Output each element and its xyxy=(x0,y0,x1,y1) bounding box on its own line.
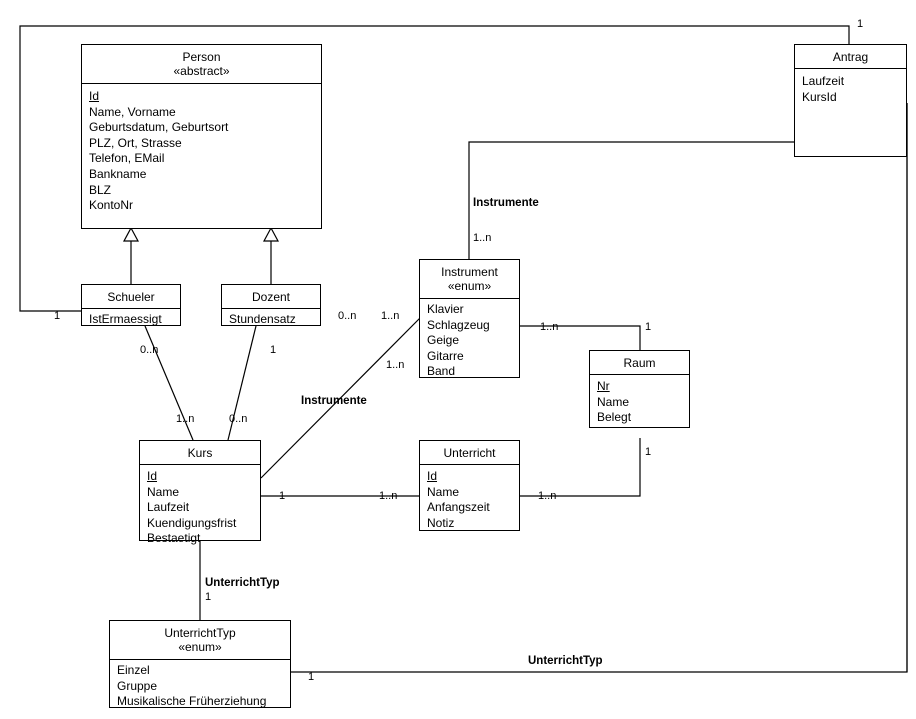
attribute: Laufzeit xyxy=(147,500,190,515)
attribute: IstErmaessigt xyxy=(89,312,162,326)
attribute: Anfangszeit xyxy=(427,500,490,515)
class-raum[interactable] xyxy=(589,350,690,428)
attribute: PLZ, Ort, Strasse xyxy=(89,135,182,150)
class-person-name: Person xyxy=(182,50,221,64)
attribute: Musikalische Früherziehung xyxy=(117,694,267,709)
class-instrument[interactable] xyxy=(419,259,520,378)
multiplicity-label: 1..n xyxy=(538,490,557,502)
class-unterricht-attributes xyxy=(420,465,519,536)
class-instrument-name: Instrument xyxy=(441,265,498,279)
multiplicity-label: 1..n xyxy=(381,310,400,322)
class-schueler-attributes xyxy=(82,309,180,333)
class-raum-header xyxy=(590,351,689,374)
class-person-stereotype: «abstract» xyxy=(173,64,230,78)
class-schueler-header xyxy=(82,285,180,308)
attribute: KontoNr xyxy=(89,198,134,213)
attribute: Klavier xyxy=(427,302,464,316)
multiplicity-label: 1 xyxy=(279,490,286,502)
multiplicity-label: 1 xyxy=(54,310,61,322)
class-instrument-stereotype: «enum» xyxy=(447,279,492,293)
attribute: Notiz xyxy=(427,515,455,530)
multiplicity-label: 1..n xyxy=(540,321,559,333)
class-kurs-attributes xyxy=(140,465,260,552)
class-person[interactable] xyxy=(81,44,322,229)
multiplicity-label: 1 xyxy=(645,446,652,458)
attribute: Nr xyxy=(597,379,610,393)
attribute: Band xyxy=(427,364,456,379)
attribute: BLZ xyxy=(89,182,112,197)
class-unterricht-header xyxy=(420,441,519,464)
attribute: Belegt xyxy=(597,410,632,425)
attribute: Geige xyxy=(427,333,460,348)
class-schueler-name: Schueler xyxy=(107,290,155,304)
class-antrag-name: Antrag xyxy=(832,50,869,64)
class-dozent-attributes xyxy=(222,309,320,333)
class-person-header xyxy=(82,45,321,83)
multiplicity-label: 1..n xyxy=(379,490,398,502)
attribute: Stundensatz xyxy=(229,312,296,326)
attribute: Name xyxy=(597,394,630,409)
class-instrument-header xyxy=(420,260,519,298)
class-unterrichttyp-name: UnterrichtTyp xyxy=(164,626,236,640)
class-antrag-attributes xyxy=(795,69,906,110)
multiplicity-label: 1 xyxy=(270,344,277,356)
attribute: Gruppe xyxy=(117,678,158,693)
attribute: Name xyxy=(427,484,460,499)
class-unterrichttyp-header xyxy=(110,621,290,659)
attribute: Geburtsdatum, Geburtsort xyxy=(89,120,229,135)
attribute: Gitarre xyxy=(427,348,464,363)
association-label-unterrichttyp: UnterrichtTyp xyxy=(205,577,280,589)
attribute: Einzel xyxy=(117,663,150,677)
attribute: Telefon, EMail xyxy=(89,151,165,166)
class-raum-name: Raum xyxy=(623,356,656,370)
class-person-attributes xyxy=(82,84,321,219)
class-kurs[interactable] xyxy=(139,440,261,546)
attribute: Name xyxy=(147,484,180,499)
attribute: Schlagzeug xyxy=(427,317,490,332)
attribute: Id xyxy=(89,89,100,103)
attribute: KursId xyxy=(802,89,837,104)
attribute: Bankname xyxy=(89,166,147,181)
class-kurs-header xyxy=(140,441,260,464)
multiplicity-label: 0..n xyxy=(338,310,357,322)
class-dozent-name: Dozent xyxy=(251,290,291,304)
class-unterrichttyp-attributes xyxy=(110,660,290,715)
class-antrag[interactable] xyxy=(794,44,907,157)
association-label-instrumente-antrag: Instrumente xyxy=(473,197,539,209)
association-label-instrumente-kurs: Instrumente xyxy=(301,395,367,407)
class-raum-attributes xyxy=(590,375,689,431)
class-unterrichttyp-stereotype: «enum» xyxy=(178,640,222,654)
attribute: Name, Vorname xyxy=(89,104,176,119)
attribute: Kuendigungsfrist xyxy=(147,515,237,530)
class-unterrichttyp[interactable] xyxy=(109,620,291,708)
attribute: Laufzeit xyxy=(802,74,845,88)
attribute: Id xyxy=(427,469,438,483)
multiplicity-label: 1 xyxy=(645,321,652,333)
multiplicity-label: 1 xyxy=(205,591,212,603)
multiplicity-label: 1 xyxy=(308,671,315,683)
multiplicity-label: 1 xyxy=(857,18,864,30)
attribute: Id xyxy=(147,469,158,483)
class-antrag-header xyxy=(795,45,906,68)
multiplicity-label: 0..n xyxy=(140,344,159,356)
attribute: Bestaetigt xyxy=(147,531,201,546)
class-unterricht-name: Unterricht xyxy=(443,446,496,460)
multiplicity-label: 0..n xyxy=(229,413,248,425)
association-label-unterrichttyp-bottom: UnterrichtTyp xyxy=(528,655,603,667)
class-dozent-header xyxy=(222,285,320,308)
class-schueler[interactable] xyxy=(81,284,181,326)
class-instrument-attributes xyxy=(420,299,519,385)
class-dozent[interactable] xyxy=(221,284,321,326)
class-kurs-name: Kurs xyxy=(187,446,213,460)
multiplicity-label: 1..n xyxy=(473,232,492,244)
multiplicity-label: 1..n xyxy=(176,413,195,425)
class-unterricht[interactable] xyxy=(419,440,520,531)
multiplicity-label: 1..n xyxy=(386,359,405,371)
